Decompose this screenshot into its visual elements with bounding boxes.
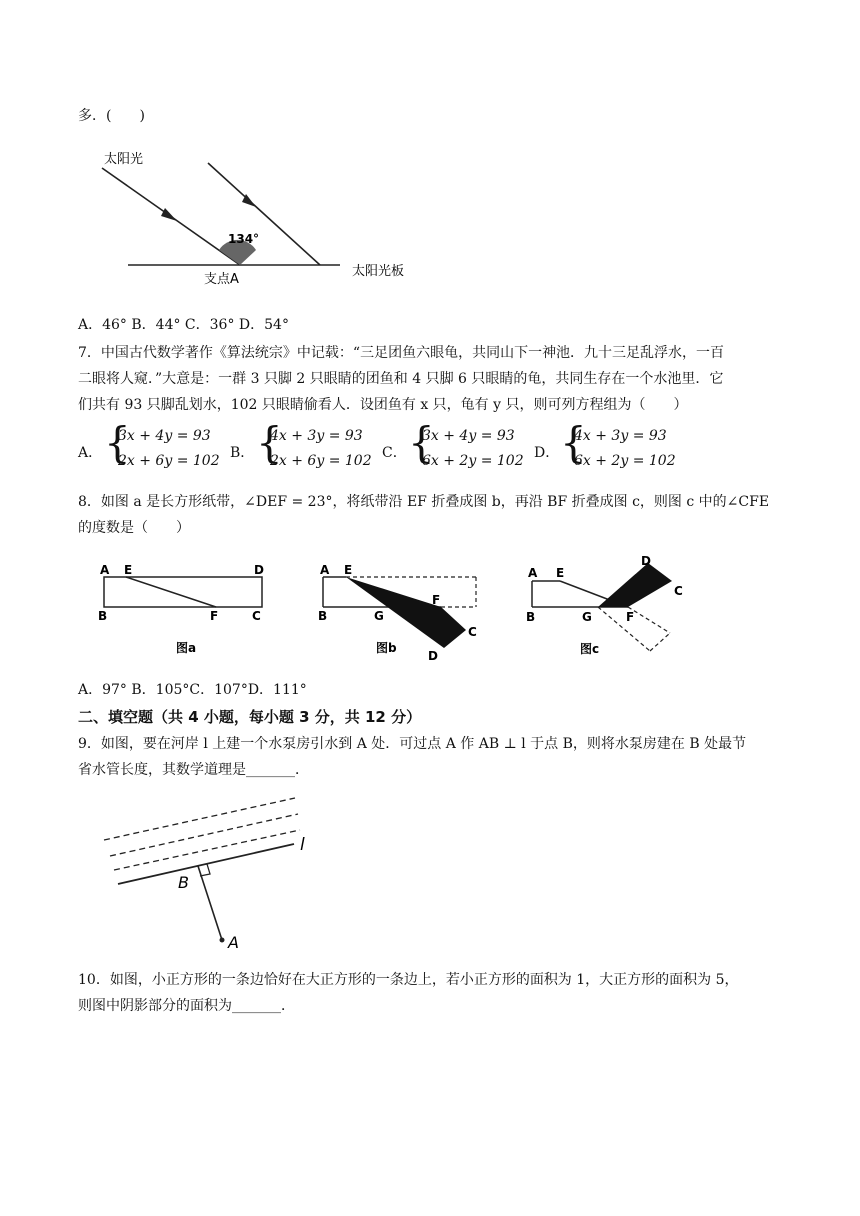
q7-option-b-system: { 4x + 3y = 93 2x + 6y = 102 [256,418,372,469]
q6-options: A．46° B．44° C．36° D．54° [78,317,289,333]
q6-figure [80,135,440,305]
fig-c-label-G: G [582,610,592,624]
fig-a-label-B: B [98,609,108,623]
fig-a-label-F: F [210,609,219,623]
fig-c-label-E: E [556,566,565,580]
q8-line1: 8．如图 a 是长方形纸带，∠DEF = 23°，将纸带沿 EF 折叠成图 b，再沿 BF 折叠成图 c，则图 c 中的∠CFE [78,494,770,510]
q9-label-l: l [300,835,305,855]
fig-c-label-A: A [528,566,538,580]
q9-figure [90,790,330,955]
q7-option-b-label: B． [230,445,255,461]
q8-options: A．97° B．105°C．107°D．111° [78,682,307,698]
q8-figure-b [316,560,496,665]
fig-b-label-G: G [374,609,384,623]
q7-option-c-eq2: 6x + 2y = 102 [422,453,524,469]
q9-label-B: B [178,873,189,892]
section-title-fill-in: 二、填空题（共 4 小题，每小题 3 分，共 12 分） [78,708,422,726]
fig-a-label-C: C [252,609,261,623]
fig-c-label-F: F [626,610,635,624]
q6-pivot-label: 支点A [204,272,239,287]
fig-b-label-D: D [428,649,438,663]
q7-option-c-system: { 3x + 4y = 93 6x + 2y = 102 [408,418,524,469]
q7-option-b-eq1: 4x + 3y = 93 [270,428,363,444]
q10-line2: 则图中阴影部分的面积为_______． [78,998,295,1014]
fig-b-label-E: E [344,563,353,577]
fig-c-label-C: C [674,584,683,598]
fig-c-label-B: B [526,610,536,624]
fig-b-caption: 图b [376,641,397,655]
q7-option-a-eq1: 3x + 4y = 93 [118,428,211,444]
q8-line2: 的度数是（ ） [78,520,190,536]
q10-line1: 10．如图，小正方形的一条边恰好在大正方形的一条边上，若小正方形的面积为 1，大正方形的面积为 5， [78,972,739,988]
fig-a-label-D: D [254,563,264,577]
q7-option-d-system: { 4x + 3y = 93 6x + 2y = 102 [560,418,676,469]
fig-b-label-F: F [432,593,441,607]
fig-c-caption: 图c [580,642,600,656]
q9-line2: 省水管长度，其数学道理是_______． [78,762,309,778]
q7-line2: 二眼将人窥．”大意是：一群 3 只脚 2 只眼睛的团鱼和 4 只脚 6 只眼睛的龟，共同生存在一个水池里．它 [78,371,724,387]
q6-stem-tail: 多．( ) [78,108,145,124]
q9-line1: 9．如图，要在河岸 l 上建一个水泵房引水到 A 处．可过点 A 作 AB ⊥ l 于点 B，则将水泵房建在 B 处最节 [78,736,747,752]
q7-option-b-eq2: 2x + 6y = 102 [270,453,372,469]
q7-option-a-label: A． [78,445,103,461]
q8-figure-a [86,560,286,665]
q6-sun-label: 太阳光 [104,152,144,167]
q6-panel-label: 太阳光板 [352,264,405,279]
q7-option-d-eq2: 6x + 2y = 102 [574,453,676,469]
q6-angle-label: 134° [228,232,260,246]
fig-c-label-D: D [641,555,651,568]
fig-a-label-A: A [100,563,110,577]
fig-a-label-E: E [124,563,133,577]
fig-b-label-C: C [468,625,477,639]
fig-b-label-A: A [320,563,330,577]
fig-a-caption: 图a [176,641,197,655]
q7-option-c-eq1: 3x + 4y = 93 [422,428,515,444]
q7-option-a-system: { 3x + 4y = 93 2x + 6y = 102 [104,418,220,469]
q8-figure-c [520,555,700,665]
q7-line1: 7．中国古代数学著作《算法统宗》中记载：“三足团鱼六眼龟，共同山下一神池．九十三足乱浮水，一百 [78,345,725,361]
q9-label-A: A [228,933,239,952]
fig-b-label-B: B [318,609,328,623]
q7-option-c-label: C． [382,445,407,461]
q7-option-d-label: D． [534,445,560,461]
q7-line3: 们共有 93 只脚乱划水，102 只眼睛偷看人．设团鱼有 x 只，龟有 y 只，则可列方程组为（ ） [78,397,688,413]
q7-option-a-eq2: 2x + 6y = 102 [118,453,220,469]
q7-option-d-eq1: 4x + 3y = 93 [574,428,667,444]
